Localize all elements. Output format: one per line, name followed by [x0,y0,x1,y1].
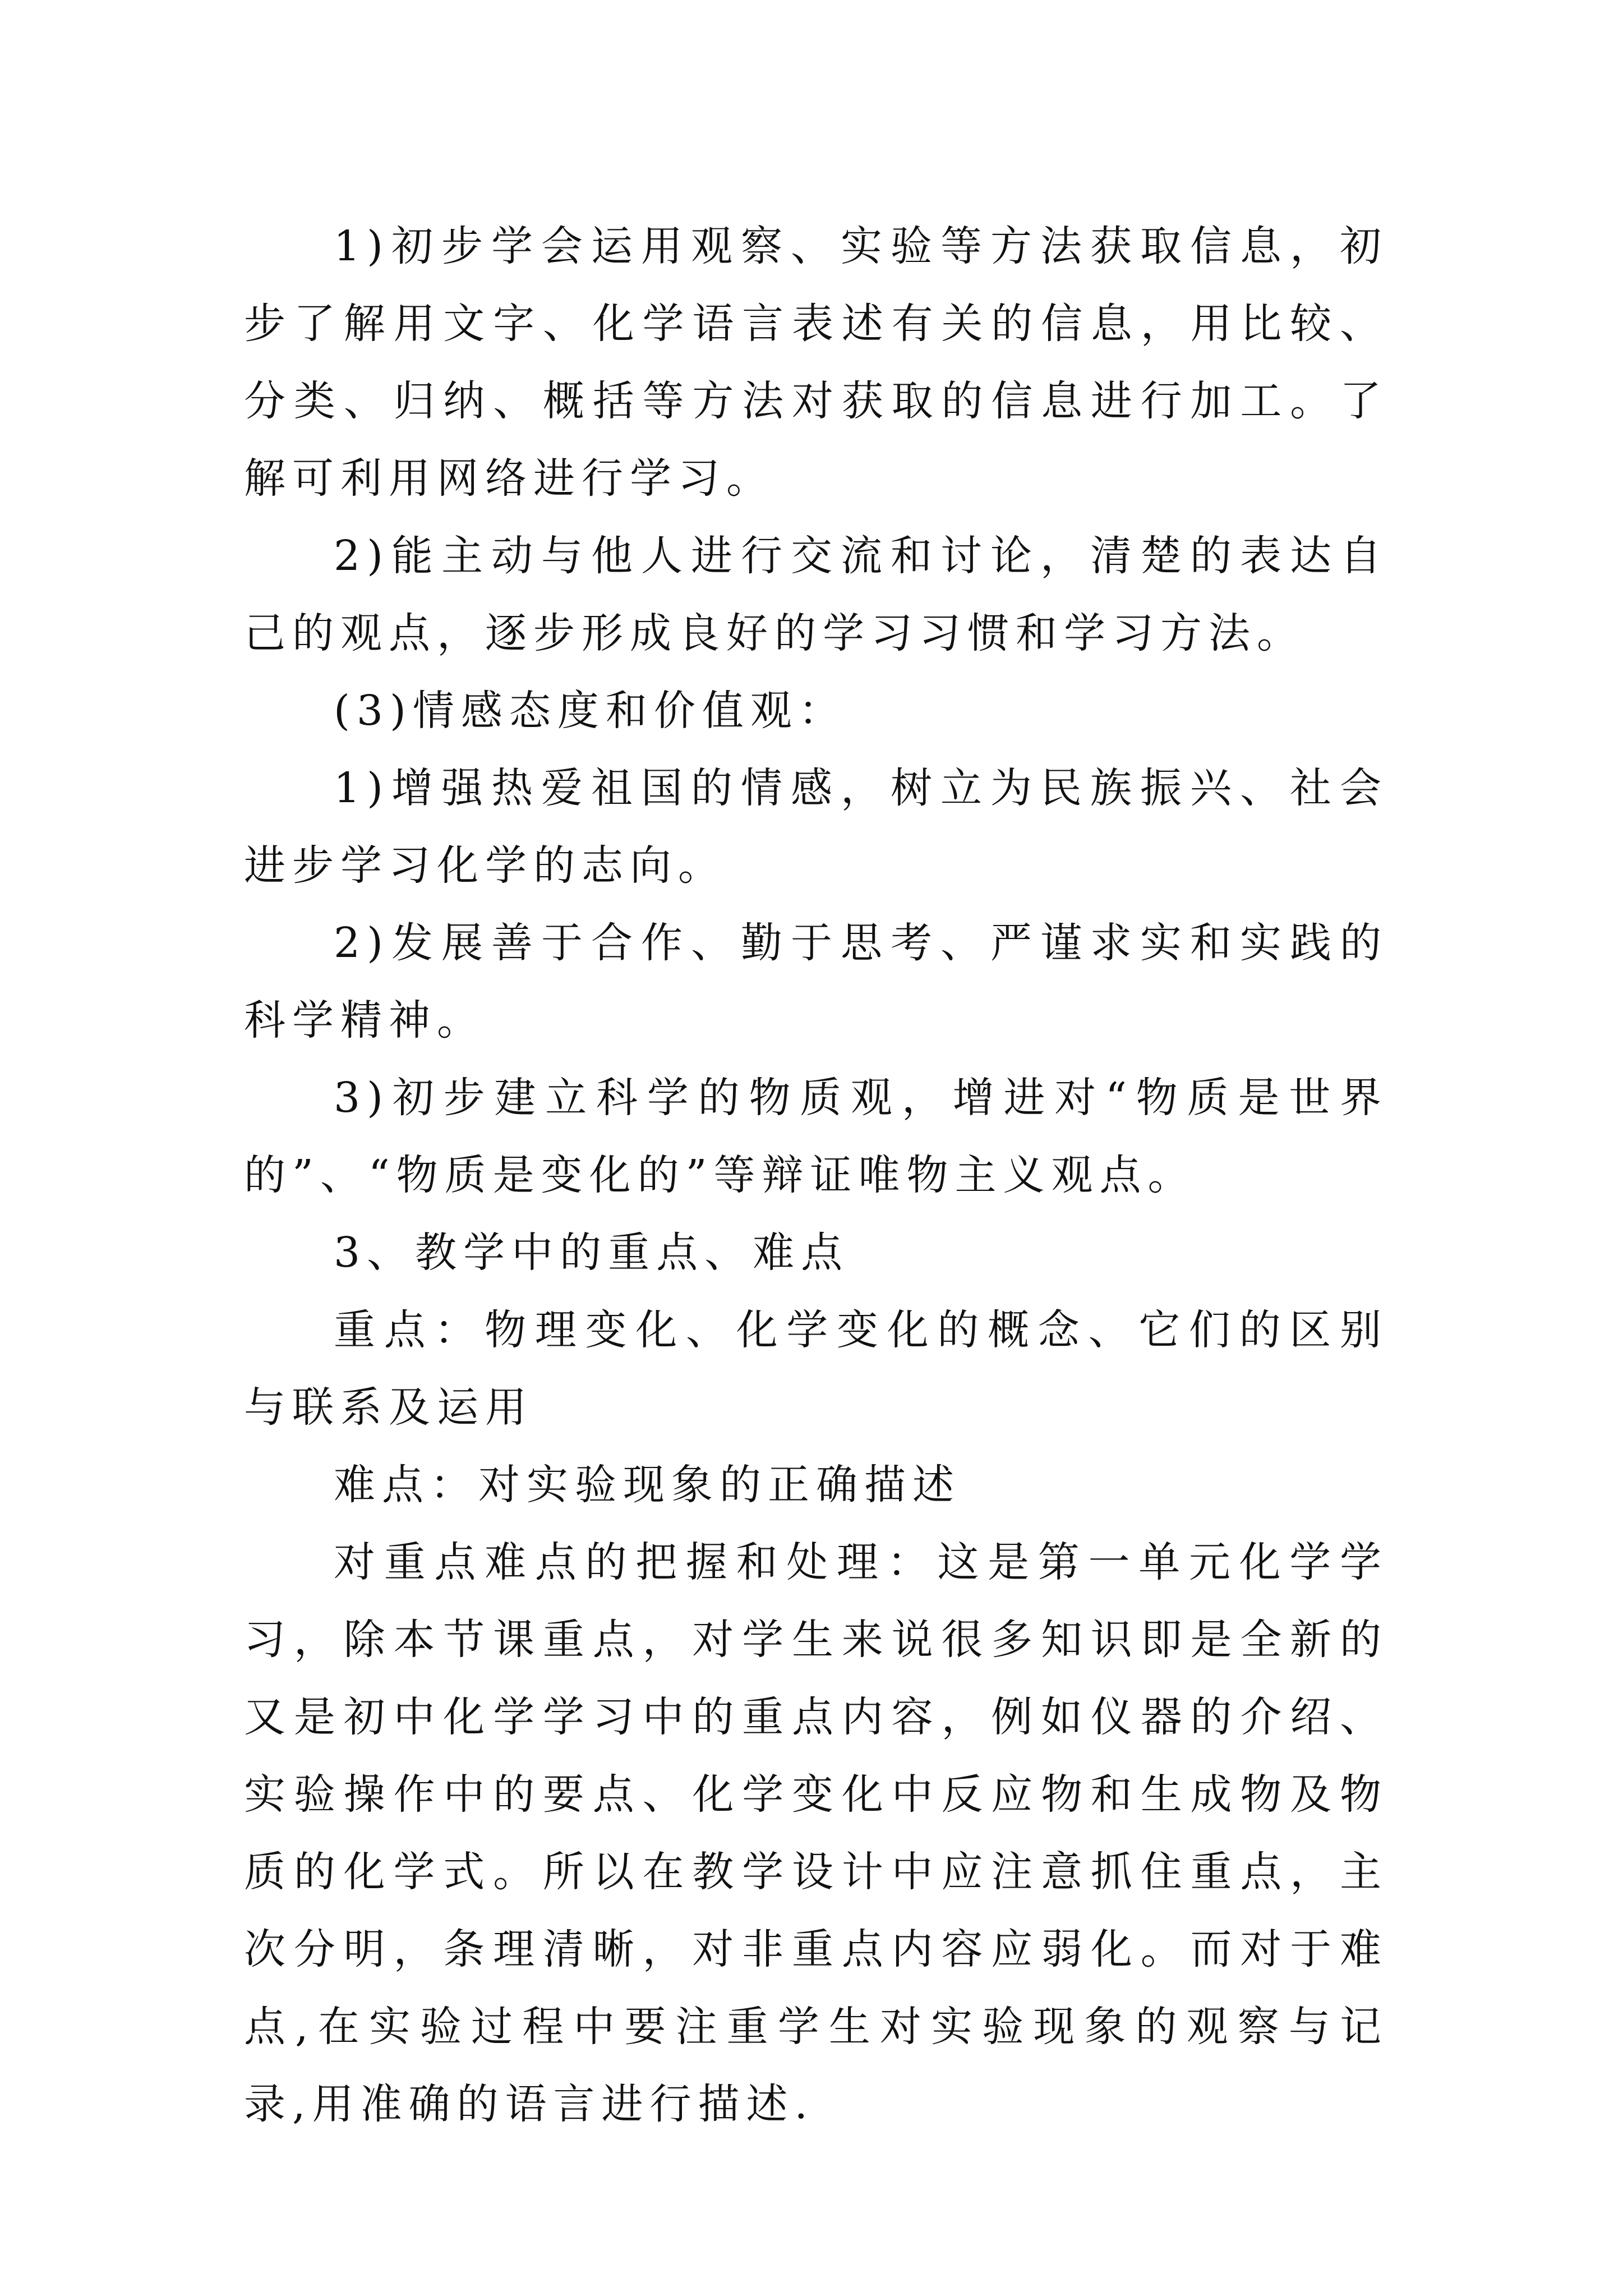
section-heading-attitude: (3)情感态度和价值观： [334,687,847,735]
paragraph-difficulty: 难点：对实验现象的正确描述 [334,1461,961,1509]
paragraph-skill-1: 1)初步学会运用观察、实验等方法获取信息，初步了解用文字、化学语言表述有关的信息，用比较、分类、归纳、概括等方法对获取的信息进行加工。了解可利用网络进行学习。 [244,222,1388,503]
paragraph-skill-2: 2)能主动与他人进行交流和讨论，清楚的表达自己的观点，逐步形成良好的学习习惯和学习方法。 [244,532,1388,657]
paragraph-handling: 对重点难点的把握和处理：这是第一单元化学学习，除本节课重点，对学生来说很多知识即是全新的又是初中化学学习中的重点内容，例如仪器的介绍、实验操作中的要点、化学变化中反应物和生成物及物质的化学式。所以在教学设计中应注意抓住重点，主次分明，条理清晰，对非重点内容应弱化。而对于难点,在实验过程中要注重学生对实验现象的观察与记录,用准确的语言进行描述. [244,1538,1388,2128]
document-body [244,208,1388,2143]
paragraph-attitude-2: 2)发展善于合作、勤于思考、严谨求实和实践的科学精神。 [244,919,1388,1045]
paragraph-attitude-1: 1)增强热爱祖国的情感，树立为民族振兴、社会进步学习化学的志向。 [244,764,1388,890]
paragraph-attitude-3: 3)初步建立科学的物质观，增进对“物质是世界的”、“物质是变化的”等辩证唯物主义观点。 [244,1074,1388,1199]
section-heading-key-points: 3、教学中的重点、难点 [334,1228,850,1277]
paragraph-key-point: 重点：物理变化、化学变化的概念、它们的区别与联系及运用 [244,1306,1388,1432]
